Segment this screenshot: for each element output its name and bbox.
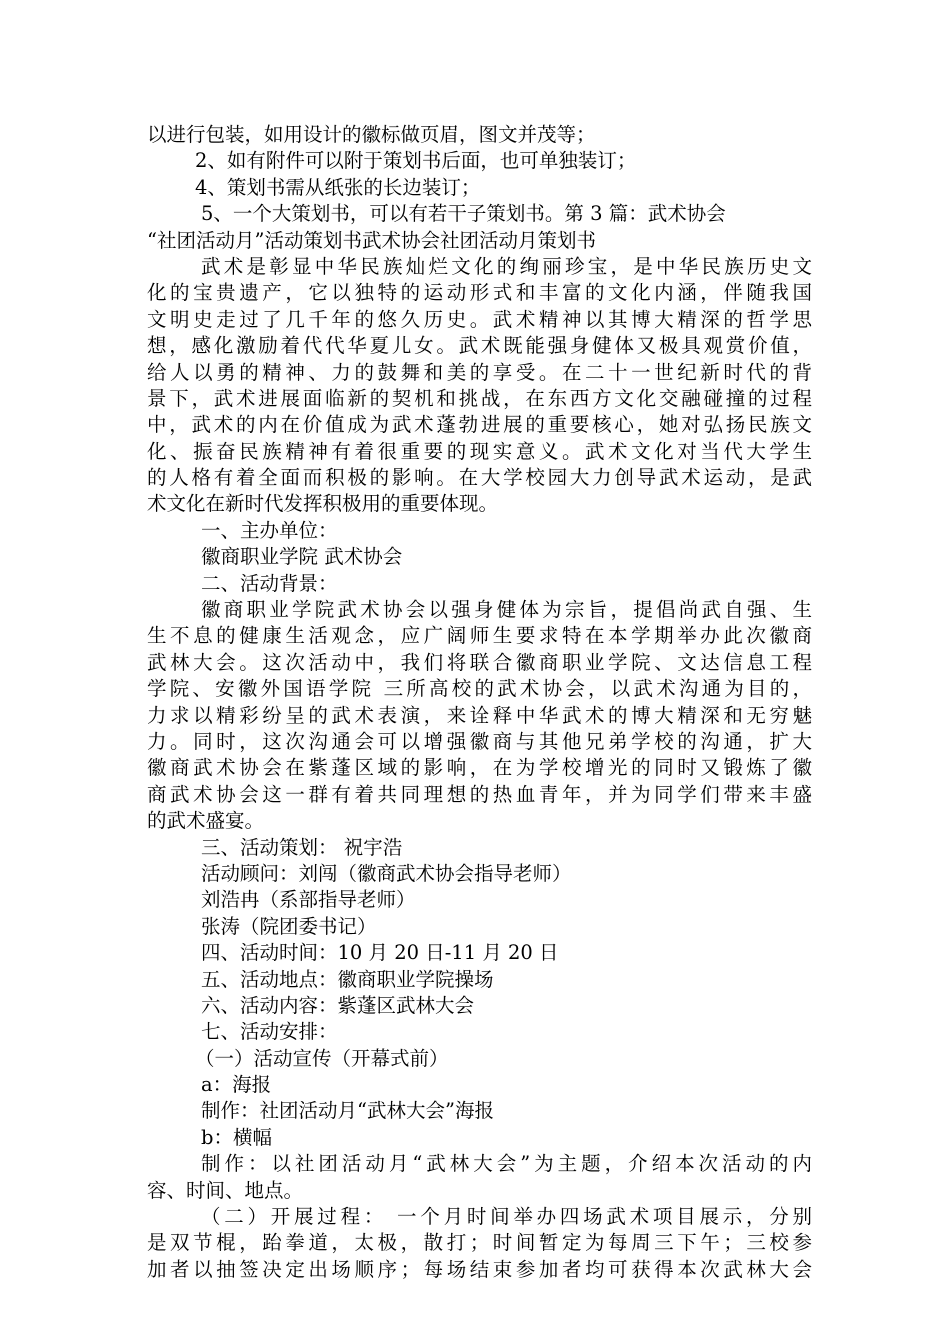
subsection-heading: （二）开展过程： 一个月时间举办四场武术项目展示，分别 [201, 1205, 812, 1229]
text-line: 中，武术的内在价值成为武术蓬勃进展的重要核心，她对弘扬民族文 [147, 413, 812, 437]
text-line: 4、策划书需从纸张的长边装订； [195, 175, 481, 199]
text-line: 制作：社团活动月“武林大会”海报 [201, 1099, 494, 1123]
text-line: 5、一个大策划书，可以有若干子策划书。第 3 篇：武术协会 [201, 202, 726, 226]
text-line: 徽商职业学院 武术协会 [201, 545, 403, 569]
text-line: a：海报 [201, 1073, 272, 1097]
text-line: 加者以抽签决定出场顺序；每场结束参加者均可获得本次武林大会 [147, 1257, 812, 1281]
text-line: 以进行包装，如用设计的徽标做页眉，图文并茂等； [147, 123, 596, 146]
text-line: 化、振奋民族精神有着很重要的现实意义。武术文化对当代大学生 [147, 439, 812, 463]
text-line: 景下，武术进展面临新的契机和挑战，在东西方文化交融碰撞的过程 [147, 386, 812, 410]
text-line: 的人格有着全面而积极的影响。在大学校园大力创导武术运动，是武 [147, 466, 812, 490]
text-line: 想，感化激励着代代华夏儿女。武术既能强身健体又极具观赏价值， [147, 334, 812, 358]
section-heading: 五、活动地点：徽商职业学院操场 [201, 967, 494, 991]
text-line: b：横幅 [201, 1125, 272, 1149]
text-line: 学院、安徽外国语学院 三所高校的武术协会，以武术沟通为目的， [147, 677, 812, 701]
section-heading: 三、活动策划： 祝宇浩 [201, 835, 403, 859]
text-line: 的武术盛宴。 [147, 809, 265, 833]
text-line: 力求以精彩纷呈的武术表演，来诠释中华武术的博大精深和无穷魅 [147, 703, 812, 727]
text-line: 制作：以社团活动月“武林大会”为主题，介绍本次活动的内 [201, 1152, 812, 1176]
section-heading: 六、活动内容：紫蓬区武林大会 [201, 993, 475, 1017]
text-line: 化的宝贵遗产，它以独特的运动形式和丰富的文化内涵，伴随我国 [147, 281, 812, 305]
text-line: 给人以勇的精神、力的鼓舞和美的享受。在二十一世纪新时代的背 [147, 360, 812, 384]
section-heading: 四、活动时间：10 月 20 日-11 月 20 日 [201, 941, 559, 965]
text-line: 术文化在新时代发挥积极用的重要体现。 [147, 492, 499, 516]
section-heading: 七、活动安排： [201, 1020, 338, 1044]
text-line: 徽商职业学院武术协会以强身健体为宗旨，提倡尚武自强、生 [201, 598, 812, 622]
text-line: 是双节棍，跆拳道，太极，散打；时间暂定为每周三下午；三校参 [147, 1231, 812, 1255]
text-line: “社团活动月”活动策划书武术协会社团活动月策划书 [147, 228, 596, 252]
text-line: 容、时间、地点。 [147, 1178, 304, 1202]
text-line: 2、如有附件可以附于策划书后面，也可单独装订； [195, 149, 637, 173]
text-line: 武林大会。这次活动中，我们将联合徽商职业学院、文达信息工程 [147, 650, 812, 674]
text-line: 活动顾问：刘闯（徽商武术协会指导老师） [201, 861, 572, 885]
text-line: 商武术协会这一群有着共同理想的热血青年，并为同学们带来丰盛 [147, 782, 812, 806]
section-heading: 二、活动背景： [201, 571, 338, 595]
text-line: 刘浩冉（系部指导老师） [201, 888, 416, 912]
document-body [147, 122, 812, 1283]
subsection-heading: （一）活动宣传（开幕式前） [195, 1046, 449, 1070]
text-line: 徽商武术协会在紫蓬区域的影响，在为学校增光的同时又锻炼了徽 [147, 756, 812, 780]
text-line: 文明史走过了几千年的悠久历史。武术精神以其博大精深的哲学思 [147, 307, 812, 331]
text-line: 武术是彰显中华民族灿烂文化的绚丽珍宝，是中华民族历史文 [201, 254, 812, 278]
text-line: 力。同时，这次沟通会可以增强徽商与其他兄弟学校的沟通，扩大 [147, 729, 812, 753]
text-line: 张涛（院团委书记） [201, 914, 377, 938]
section-heading: 一、主办单位： [201, 518, 338, 542]
text-line: 生不息的健康生活观念，应广阔师生要求特在本学期举办此次徽商 [147, 624, 812, 648]
